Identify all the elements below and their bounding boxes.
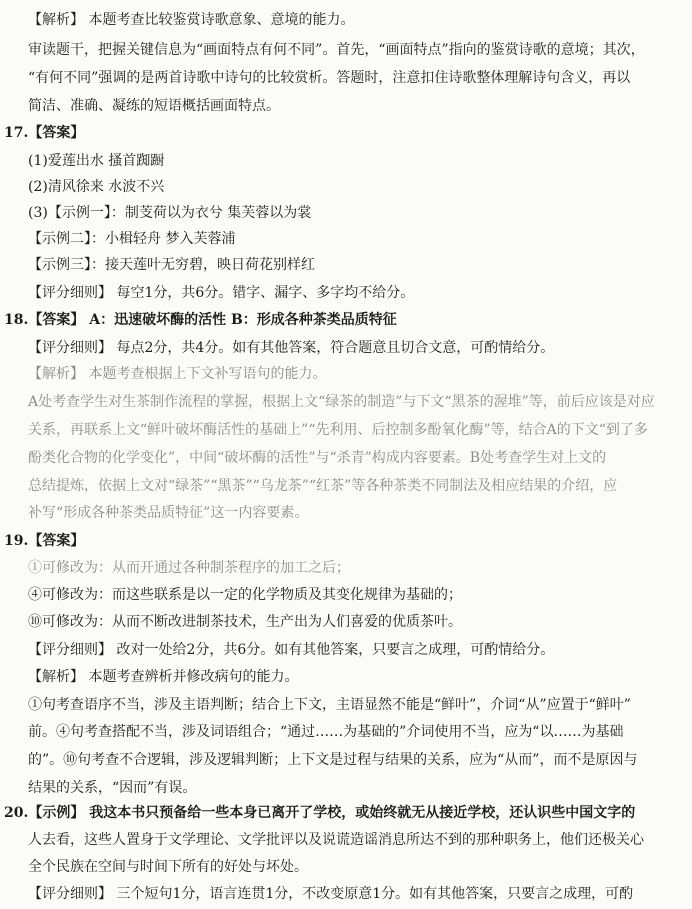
q19-scoring: 【评分细则】 改对一处给2分，共6分。如有其他答案，只要言之成理，可酌情给分。 [28,642,555,658]
q18-analysis-line-4: 总结提炼，依据上文对“绿茶”“黑茶”“乌龙茶”“红茶”等各种茶类不同制法及相应结果的介绍，应 [28,478,618,494]
q19-answer-3: ⑩可修改为：从而不断改进制茶技术，生产出为人们喜爱的优质茶叶。 [28,614,462,630]
q17-answer-3a: (3)【示例一】：制芰荷以为衣兮 集芙蓉以为裳 [28,205,312,221]
q18-analysis-line-5: 补写“形成各种茶类品质特征”这一内容要素。 [28,505,309,521]
q17-answer-3b: 【示例二】：小楫轻舟 梦入芙蓉浦 [28,231,236,247]
analysis-16-line-2: “有何不同”强调的是两首诗歌中诗句的比较赏析。答题时，注意扣住诗歌整体理解诗句含义，再以 [28,70,631,86]
analysis-16-line-3: 简洁、准确、凝练的短语概括画面特点。 [28,98,280,114]
q18-analysis-line-3: 酚类化合物的化学变化”，中间“破坏酶的活性”与“杀青”构成内容要素。B处考查学生对上文的 [28,450,607,466]
q17-answer-heading: 17.【答案】 [4,125,85,141]
q19-answer-2: ④可修改为：而这些联系是以一定的化学物质及其变化规律为基础的； [28,587,462,603]
q19-analysis-heading: 【解析】 本题考查辨析并修改病句的能力。 [28,669,299,685]
q18-analysis-heading: 【解析】 本题考查根据上下文补写语句的能力。 [28,366,327,382]
q19-analysis-line-1: ①句考查语序不当，涉及主语判断；结合上下文，主语显然不能是“鲜叶”，介词“从”应置于“鲜叶” [28,697,631,713]
q19-answer-heading: 19.【答案】 [4,533,85,549]
q20-example-line-3: 全个民族在空间与时间下所有的好处与坏处。 [28,859,308,875]
q20-scoring: 【评分细则】 三个短句1分，语言连贯1分，不改变原意1分。如有其他答案，只要言之成理，可酌 [28,886,634,902]
q17-scoring: 【评分细则】 每空1分，共6分。错字、漏字、多字均不给分。 [28,285,415,301]
analysis-16-line-1: 审读题干，把握关键信息为“画面特点有何不同”。首先，“画面特点”指向的鉴赏诗歌的意境；其次， [28,42,645,58]
q19-answer-1: ①可修改为：从而开通过各种制茶程序的加工之后； [28,560,350,576]
q19-analysis-line-2: 前。④句考查搭配不当，涉及词语组合；“通过……为基础的”介词使用不当，应为“以……为基础 [28,724,624,740]
q19-analysis-line-3: 的”。⑩句考查不合逻辑，涉及逻辑判断；上下文是过程与结果的关系，应为“从而”，而不是原因与 [28,752,638,768]
q18-scoring: 【评分细则】 每点2分，共4分。如有其他答案，符合题意且切合文意，可酌情给分。 [28,340,555,356]
analysis-16: 【解析】 本题考查比较鉴赏诗歌意象、意境的能力。 [28,12,355,28]
q17-answer-3c: 【示例三】：接天莲叶无穷碧，映日荷花别样红 [28,257,315,273]
q20-example: 20.【示例】 我这本书只预备给一些本身已离开了学校，或始终就无从接近学校，还认识些中国文字的 [4,805,636,821]
q19-analysis-line-4: 结果的关系，“因而”有误。 [28,780,197,796]
q17-answer-1: (1)爱莲出水 搔首踟蹰 [28,153,165,169]
q18-analysis-line-2: 关系，再联系上文“鲜叶破坏酶活性的基础上”“先利用、后控制多酚氧化酶”等，结合A的下文“到了多 [28,422,648,438]
q17-answer-2: (2)清风徐来 水波不兴 [28,179,165,195]
q18-answer: 18.【答案】 A：迅速破坏酶的活性 B：形成各种茶类品质特征 [4,312,397,328]
q18-analysis-line-1: A处考查学生对生茶制作流程的掌握，根据上文“绿茶的制造”与下文“黑茶的渥堆”等，前后应该是对应 [28,394,655,410]
q20-example-line-2: 人去看，这些人置身于文学理论、文学批评以及说谎造谣消息所达不到的那种职务上，他们还极关心 [28,832,644,848]
